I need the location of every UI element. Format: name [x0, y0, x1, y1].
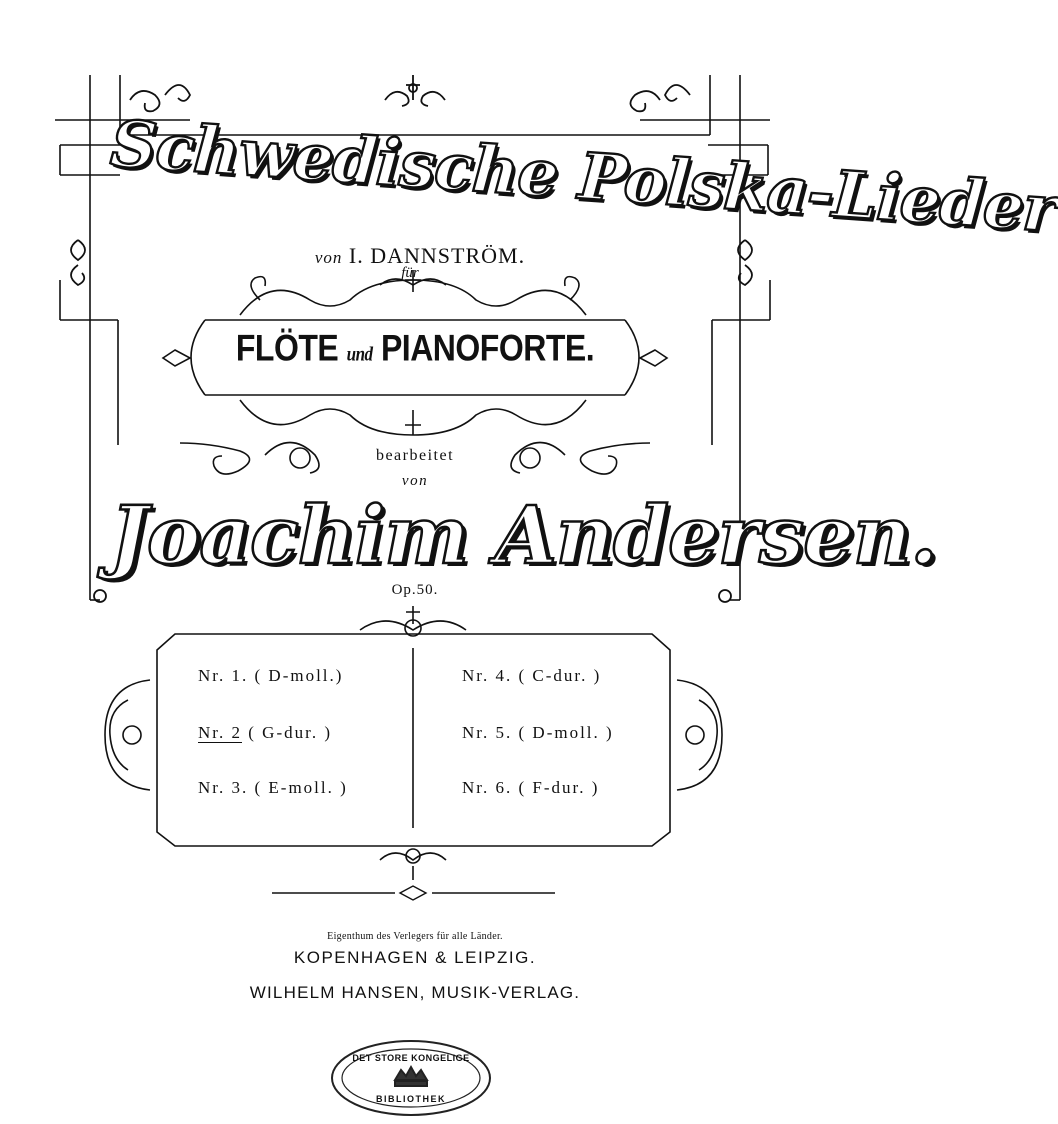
item-number: Nr. 3. [198, 778, 249, 797]
arranger-name: Joachim Andersen. [110, 488, 937, 582]
stamp-top-text: DET STORE KONGELIGE [352, 1053, 470, 1063]
list-item [462, 778, 599, 798]
publisher-cities: KOPENHAGEN & LEIPZIG. [293, 948, 537, 967]
list-item [462, 723, 614, 743]
instrument-flute: FLÖTE [235, 327, 339, 369]
arranged-von: von [401, 473, 429, 489]
arranged-label: bearbeitet [375, 447, 455, 464]
fuer-label: für [401, 265, 419, 281]
item-number: Nr. 5. [462, 723, 513, 742]
item-number: Nr. 1. [198, 666, 249, 685]
item-number: Nr. 6. [462, 778, 513, 797]
item-number: Nr. 2 [198, 723, 242, 742]
item-key: ( D-moll.) [254, 666, 344, 685]
list-item [198, 666, 343, 686]
property-note: Eigenthum des Verlegers für alle Länder. [327, 931, 503, 942]
instrument-conjunction: und [346, 343, 373, 366]
stamp-bottom-text: BIBLIOTHEK [376, 1094, 446, 1104]
list-item [462, 666, 601, 686]
work-title: Schwedische Polska-Lieder [108, 106, 1058, 248]
list-item [198, 723, 332, 743]
by-prefix: von [314, 248, 343, 267]
item-key: ( C-dur. ) [518, 666, 602, 685]
item-number: Nr. 4. [462, 666, 513, 685]
instrument-piano: PIANOFORTE. [380, 327, 595, 369]
list-item [198, 778, 348, 798]
publisher-name: WILHELM HANSEN, MUSIK-VERLAG. [249, 983, 581, 1002]
item-key: ( G-dur. ) [248, 723, 332, 742]
opus-number: Op.50. [391, 582, 439, 598]
original-author: I. DANNSTRÖM. [348, 243, 526, 268]
item-key: ( E-moll. ) [254, 778, 348, 797]
instrumentation [200, 327, 630, 370]
item-key: ( F-dur. ) [518, 778, 600, 797]
item-key: ( D-moll. ) [518, 723, 614, 742]
library-stamp [331, 1040, 491, 1116]
